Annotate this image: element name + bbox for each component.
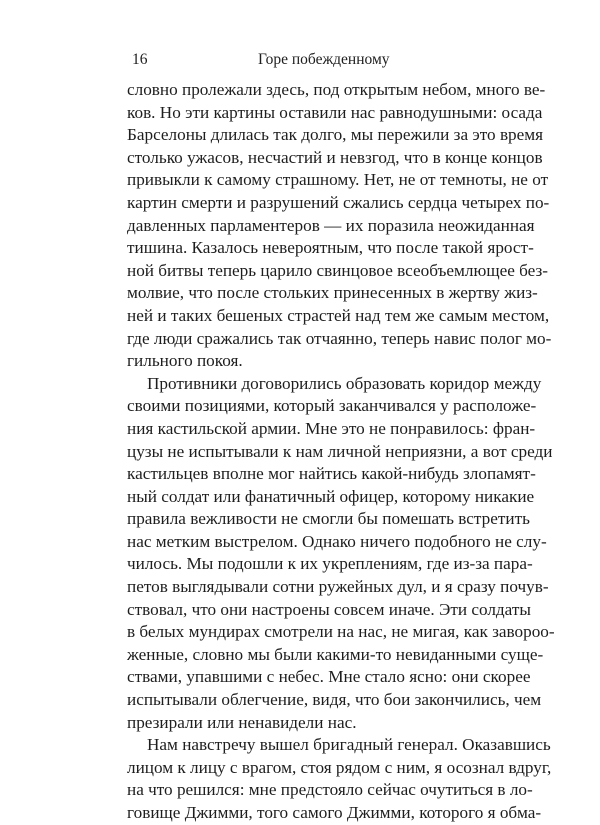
paragraph-first-line: Противники договорились образовать коридор между xyxy=(147,373,542,393)
text-line: Барселоны длилась так долго, мы пережили за это время xyxy=(127,125,544,145)
text-line: ния кастильской армии. Мне это не понравилось: фран- xyxy=(127,418,536,438)
text-line: в белых мундирах смотрели на нас, не мигая, как завороо- xyxy=(127,622,555,642)
text-line: тишина. Казалось невероятным, что после такой ярост- xyxy=(127,238,534,258)
text-line: правила вежливости не смогли бы помешать встретить xyxy=(127,509,530,529)
text-line: чилось. Мы подошли к их укреплениям, где из-за пара- xyxy=(127,554,533,574)
text-line: испытывали облегчение, видя, что бои закончились, чем xyxy=(127,690,542,710)
text-line: привыкли к самому страшному. Нет, не от темноты, не от xyxy=(127,170,549,190)
text-line: ствовал, что они настроены совсем иначе. Эти солдаты xyxy=(127,599,531,619)
text-line: давленных парламентеров — их поразила неожиданная xyxy=(127,215,535,235)
text-line: на что решился: мне предстояло сейчас очутиться в ло- xyxy=(127,780,533,800)
text-line: женные, словно мы были какими-то невиданными суще- xyxy=(127,644,544,664)
text-line: лицом к лицу с врагом, стоя рядом с ним, я осознал вдруг, xyxy=(127,757,552,777)
text-line: словно пролежали здесь, под открытым небом, много ве- xyxy=(127,80,546,99)
text-line: говище Джимми, того самого Джимми, которого я обма- xyxy=(127,803,542,822)
text-line: где люди сражались так отчаянно, теперь навис полог мо- xyxy=(127,328,552,348)
text-line: гильного покоя. xyxy=(127,351,243,371)
text-line: презирали или ненавидели нас. xyxy=(127,712,357,732)
text-line: цузы не испытывали к нам личной неприязни, а вот среди xyxy=(127,441,553,461)
paragraph-first-line: Нам навстречу вышел бригадный генерал. Оказавшись xyxy=(147,735,551,755)
text-line: столько ужасов, несчастий и невзгод, что в конце концов xyxy=(127,147,543,167)
body-text xyxy=(127,79,555,825)
text-line: ней и таких бешеных страстей над тем же самым местом, xyxy=(127,305,550,325)
text-line: своими позициями, который заканчивался у расположе- xyxy=(127,396,537,416)
text-line: ной битвы теперь царило свинцовое всеобъемлющее без- xyxy=(127,260,549,280)
text-line: ков. Но эти картины оставили нас равнодушными: осада xyxy=(127,102,543,122)
text-line: картин смерти и разрушений сжались сердца четырех по- xyxy=(127,192,550,212)
text-line: ствами, упавшими с небес. Мне стало ясно: они скорее xyxy=(127,667,531,687)
running-title: Горе побежденному xyxy=(258,51,390,68)
text-line: ный солдат или фанатичный офицер, которому никакие xyxy=(127,486,535,506)
text-line: кастильцев вполне мог найтись какой-нибудь злопамят- xyxy=(127,464,536,484)
text-line: нас метким выстрелом. Однако ничего подобного не слу- xyxy=(127,531,547,551)
page-number: 16 xyxy=(132,51,148,68)
page-header xyxy=(0,51,600,71)
text-line: петов выглядывали сотни ружейных дул, и я сразу почув- xyxy=(127,577,549,597)
text-line: молвие, что после стольких принесенных в жертву жиз- xyxy=(127,283,538,303)
